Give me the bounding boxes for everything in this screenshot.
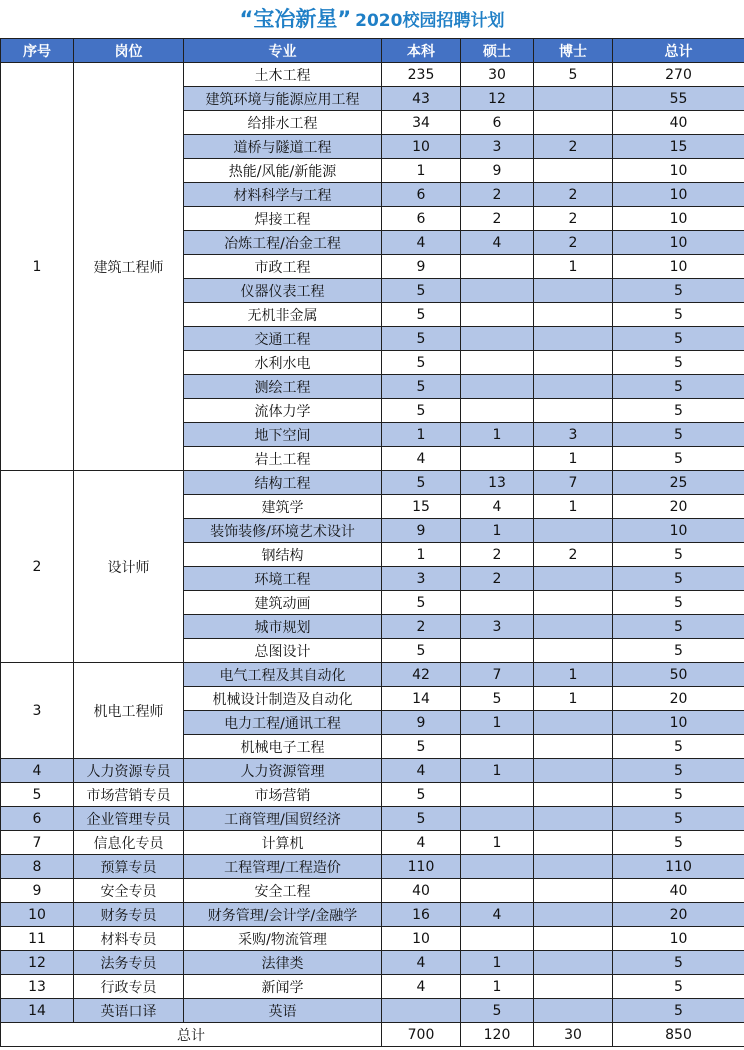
bachelor-cell: 4 [382, 231, 461, 255]
doctor-cell [534, 975, 613, 999]
row-total-cell: 5 [613, 351, 744, 375]
position-cell: 市场营销专员 [74, 783, 184, 807]
header-position: 岗位 [74, 39, 184, 63]
master-cell: 4 [461, 903, 534, 927]
header-major: 专业 [184, 39, 382, 63]
bachelor-cell: 5 [382, 375, 461, 399]
master-cell [461, 879, 534, 903]
major-cell: 土木工程 [184, 63, 382, 87]
major-cell: 材料科学与工程 [184, 183, 382, 207]
row-total-cell: 5 [613, 999, 744, 1023]
table-row [1, 759, 744, 783]
master-cell: 30 [461, 63, 534, 87]
major-cell: 工程管理/工程造价 [184, 855, 382, 879]
position-cell: 安全专员 [74, 879, 184, 903]
master-cell: 3 [461, 135, 534, 159]
bachelor-cell [382, 999, 461, 1023]
row-total-cell: 5 [613, 783, 744, 807]
bachelor-cell: 5 [382, 471, 461, 495]
page-title [0, 0, 744, 38]
doctor-cell: 1 [534, 663, 613, 687]
master-cell [461, 783, 534, 807]
doctor-cell: 3 [534, 423, 613, 447]
bachelor-cell: 5 [382, 399, 461, 423]
master-cell: 9 [461, 159, 534, 183]
bachelor-cell: 4 [382, 759, 461, 783]
table-row [1, 879, 744, 903]
major-cell: 计算机 [184, 831, 382, 855]
table-body [1, 63, 744, 1023]
row-total-cell: 5 [613, 807, 744, 831]
master-cell [461, 351, 534, 375]
master-cell: 2 [461, 207, 534, 231]
seq-cell: 5 [1, 783, 74, 807]
master-cell [461, 855, 534, 879]
bachelor-cell: 5 [382, 591, 461, 615]
doctor-cell [534, 855, 613, 879]
position-cell: 信息化专员 [74, 831, 184, 855]
row-total-cell: 5 [613, 831, 744, 855]
position-cell: 预算专员 [74, 855, 184, 879]
bachelor-cell: 4 [382, 447, 461, 471]
major-cell: 英语 [184, 999, 382, 1023]
bachelor-cell: 1 [382, 543, 461, 567]
master-cell [461, 447, 534, 471]
row-total-cell: 10 [613, 159, 744, 183]
doctor-cell [534, 279, 613, 303]
table-row [1, 663, 744, 687]
major-cell: 机械电子工程 [184, 735, 382, 759]
row-total-cell: 5 [613, 735, 744, 759]
major-cell: 电力工程/通讯工程 [184, 711, 382, 735]
master-cell: 1 [461, 423, 534, 447]
seq-cell: 14 [1, 999, 74, 1023]
row-total-cell: 15 [613, 135, 744, 159]
bachelor-cell: 15 [382, 495, 461, 519]
master-cell [461, 591, 534, 615]
total-row [1, 1023, 744, 1047]
row-total-cell: 40 [613, 111, 744, 135]
table-row [1, 783, 744, 807]
table-row [1, 63, 744, 87]
row-total-cell: 5 [613, 399, 744, 423]
bachelor-cell: 2 [382, 615, 461, 639]
bachelor-cell: 4 [382, 951, 461, 975]
bachelor-cell: 110 [382, 855, 461, 879]
doctor-cell [534, 711, 613, 735]
bachelor-cell: 14 [382, 687, 461, 711]
row-total-cell: 5 [613, 759, 744, 783]
doctor-cell: 1 [534, 255, 613, 279]
master-cell [461, 375, 534, 399]
major-cell: 岩土工程 [184, 447, 382, 471]
doctor-cell [534, 567, 613, 591]
master-cell: 7 [461, 663, 534, 687]
major-cell: 建筑动画 [184, 591, 382, 615]
doctor-cell [534, 615, 613, 639]
major-cell: 流体力学 [184, 399, 382, 423]
total-master: 120 [461, 1023, 534, 1047]
doctor-cell [534, 639, 613, 663]
doctor-cell [534, 399, 613, 423]
row-total-cell: 10 [613, 231, 744, 255]
bachelor-cell: 10 [382, 927, 461, 951]
master-cell: 2 [461, 183, 534, 207]
row-total-cell: 20 [613, 495, 744, 519]
bachelor-cell: 16 [382, 903, 461, 927]
bachelor-cell: 40 [382, 879, 461, 903]
bachelor-cell: 42 [382, 663, 461, 687]
doctor-cell [534, 927, 613, 951]
row-total-cell: 270 [613, 63, 744, 87]
seq-cell: 10 [1, 903, 74, 927]
master-cell: 6 [461, 111, 534, 135]
position-cell: 人力资源专员 [74, 759, 184, 783]
bachelor-cell: 6 [382, 183, 461, 207]
header-row [1, 39, 744, 63]
master-cell: 3 [461, 615, 534, 639]
doctor-cell [534, 87, 613, 111]
seq-cell: 11 [1, 927, 74, 951]
header-total: 总计 [613, 39, 744, 63]
bachelor-cell: 1 [382, 423, 461, 447]
header-master: 硕士 [461, 39, 534, 63]
seq-cell: 4 [1, 759, 74, 783]
doctor-cell [534, 591, 613, 615]
position-cell: 建筑工程师 [74, 63, 184, 471]
position-cell: 英语口译 [74, 999, 184, 1023]
row-total-cell: 40 [613, 879, 744, 903]
row-total-cell: 10 [613, 519, 744, 543]
table-row [1, 831, 744, 855]
doctor-cell [534, 375, 613, 399]
row-total-cell: 5 [613, 375, 744, 399]
bachelor-cell: 9 [382, 255, 461, 279]
major-cell: 城市规划 [184, 615, 382, 639]
master-cell: 1 [461, 759, 534, 783]
seq-cell: 2 [1, 471, 74, 663]
bachelor-cell: 5 [382, 807, 461, 831]
row-total-cell: 5 [613, 951, 744, 975]
major-cell: 结构工程 [184, 471, 382, 495]
bachelor-cell: 5 [382, 351, 461, 375]
seq-cell: 13 [1, 975, 74, 999]
doctor-cell [534, 807, 613, 831]
major-cell: 热能/风能/新能源 [184, 159, 382, 183]
bachelor-cell: 5 [382, 327, 461, 351]
major-cell: 钢结构 [184, 543, 382, 567]
major-cell: 仪器仪表工程 [184, 279, 382, 303]
major-cell: 冶炼工程/冶金工程 [184, 231, 382, 255]
doctor-cell: 7 [534, 471, 613, 495]
table-row [1, 903, 744, 927]
header-doctor: 博士 [534, 39, 613, 63]
bachelor-cell: 5 [382, 279, 461, 303]
major-cell: 装饰装修/环境艺术设计 [184, 519, 382, 543]
row-total-cell: 5 [613, 975, 744, 999]
bachelor-cell: 5 [382, 735, 461, 759]
master-cell: 1 [461, 975, 534, 999]
bachelor-cell: 5 [382, 783, 461, 807]
bachelor-cell: 9 [382, 519, 461, 543]
total-label: 总计 [1, 1023, 382, 1047]
bachelor-cell: 6 [382, 207, 461, 231]
major-cell: 地下空间 [184, 423, 382, 447]
master-cell: 5 [461, 687, 534, 711]
doctor-cell [534, 783, 613, 807]
major-cell: 交通工程 [184, 327, 382, 351]
master-cell [461, 255, 534, 279]
doctor-cell [534, 903, 613, 927]
bachelor-cell: 5 [382, 303, 461, 327]
row-total-cell: 5 [613, 591, 744, 615]
row-total-cell: 55 [613, 87, 744, 111]
row-total-cell: 5 [613, 303, 744, 327]
major-cell: 工商管理/国贸经济 [184, 807, 382, 831]
row-total-cell: 110 [613, 855, 744, 879]
doctor-cell [534, 759, 613, 783]
seq-cell: 12 [1, 951, 74, 975]
master-cell: 12 [461, 87, 534, 111]
doctor-cell [534, 831, 613, 855]
doctor-cell [534, 159, 613, 183]
master-cell [461, 327, 534, 351]
row-total-cell: 10 [613, 183, 744, 207]
bachelor-cell: 5 [382, 639, 461, 663]
table-row [1, 975, 744, 999]
bachelor-cell: 4 [382, 831, 461, 855]
position-cell: 财务专员 [74, 903, 184, 927]
doctor-cell [534, 519, 613, 543]
master-cell [461, 303, 534, 327]
major-cell: 水利水电 [184, 351, 382, 375]
row-total-cell: 5 [613, 567, 744, 591]
row-total-cell: 10 [613, 207, 744, 231]
total-doctor: 30 [534, 1023, 613, 1047]
major-cell: 给排水工程 [184, 111, 382, 135]
master-cell [461, 735, 534, 759]
master-cell: 1 [461, 831, 534, 855]
table-row [1, 471, 744, 495]
table-row [1, 927, 744, 951]
table-row [1, 855, 744, 879]
total-bachelor: 700 [382, 1023, 461, 1047]
doctor-cell: 1 [534, 495, 613, 519]
seq-cell: 9 [1, 879, 74, 903]
master-cell: 1 [461, 711, 534, 735]
row-total-cell: 10 [613, 711, 744, 735]
row-total-cell: 10 [613, 255, 744, 279]
doctor-cell [534, 351, 613, 375]
major-cell: 焊接工程 [184, 207, 382, 231]
position-cell: 行政专员 [74, 975, 184, 999]
master-cell: 5 [461, 999, 534, 1023]
position-cell: 材料专员 [74, 927, 184, 951]
table-row [1, 807, 744, 831]
row-total-cell: 5 [613, 447, 744, 471]
major-cell: 安全工程 [184, 879, 382, 903]
bachelor-cell: 43 [382, 87, 461, 111]
seq-cell: 8 [1, 855, 74, 879]
row-total-cell: 25 [613, 471, 744, 495]
doctor-cell [534, 303, 613, 327]
bachelor-cell: 3 [382, 567, 461, 591]
master-cell [461, 807, 534, 831]
major-cell: 测绘工程 [184, 375, 382, 399]
major-cell: 采购/物流管理 [184, 927, 382, 951]
doctor-cell [534, 951, 613, 975]
master-cell [461, 639, 534, 663]
bachelor-cell: 34 [382, 111, 461, 135]
major-cell: 环境工程 [184, 567, 382, 591]
row-total-cell: 5 [613, 639, 744, 663]
row-total-cell: 20 [613, 687, 744, 711]
bachelor-cell: 1 [382, 159, 461, 183]
position-cell: 企业管理专员 [74, 807, 184, 831]
major-cell: 电气工程及其自动化 [184, 663, 382, 687]
position-cell: 机电工程师 [74, 663, 184, 759]
doctor-cell [534, 879, 613, 903]
recruitment-table [0, 38, 744, 1047]
position-cell: 法务专员 [74, 951, 184, 975]
doctor-cell: 1 [534, 687, 613, 711]
doctor-cell: 1 [534, 447, 613, 471]
master-cell: 2 [461, 567, 534, 591]
doctor-cell [534, 111, 613, 135]
master-cell: 13 [461, 471, 534, 495]
seq-cell: 1 [1, 63, 74, 471]
master-cell [461, 279, 534, 303]
master-cell: 4 [461, 495, 534, 519]
total-sum: 850 [613, 1023, 744, 1047]
doctor-cell: 2 [534, 207, 613, 231]
master-cell: 4 [461, 231, 534, 255]
header-bachelor: 本科 [382, 39, 461, 63]
major-cell: 市场营销 [184, 783, 382, 807]
doctor-cell [534, 735, 613, 759]
row-total-cell: 5 [613, 543, 744, 567]
row-total-cell: 10 [613, 927, 744, 951]
doctor-cell [534, 327, 613, 351]
major-cell: 新闻学 [184, 975, 382, 999]
major-cell: 道桥与隧道工程 [184, 135, 382, 159]
master-cell [461, 399, 534, 423]
doctor-cell: 2 [534, 183, 613, 207]
title-rest: 2020校园招聘计划 [355, 11, 505, 31]
major-cell: 无机非金属 [184, 303, 382, 327]
title-quoted: “宝冶新星” [239, 7, 352, 31]
row-total-cell: 50 [613, 663, 744, 687]
table-row [1, 951, 744, 975]
major-cell: 建筑环境与能源应用工程 [184, 87, 382, 111]
position-cell: 设计师 [74, 471, 184, 663]
row-total-cell: 5 [613, 279, 744, 303]
doctor-cell: 2 [534, 135, 613, 159]
row-total-cell: 20 [613, 903, 744, 927]
bachelor-cell: 235 [382, 63, 461, 87]
row-total-cell: 5 [613, 615, 744, 639]
major-cell: 总图设计 [184, 639, 382, 663]
seq-cell: 7 [1, 831, 74, 855]
doctor-cell [534, 999, 613, 1023]
row-total-cell: 5 [613, 327, 744, 351]
major-cell: 财务管理/会计学/金融学 [184, 903, 382, 927]
master-cell: 1 [461, 951, 534, 975]
doctor-cell: 5 [534, 63, 613, 87]
bachelor-cell: 4 [382, 975, 461, 999]
table-row [1, 999, 744, 1023]
doctor-cell: 2 [534, 543, 613, 567]
master-cell: 1 [461, 519, 534, 543]
major-cell: 人力资源管理 [184, 759, 382, 783]
seq-cell: 3 [1, 663, 74, 759]
seq-cell: 6 [1, 807, 74, 831]
header-seq: 序号 [1, 39, 74, 63]
major-cell: 机械设计制造及自动化 [184, 687, 382, 711]
doctor-cell: 2 [534, 231, 613, 255]
major-cell: 法律类 [184, 951, 382, 975]
master-cell [461, 927, 534, 951]
bachelor-cell: 9 [382, 711, 461, 735]
major-cell: 建筑学 [184, 495, 382, 519]
row-total-cell: 5 [613, 423, 744, 447]
major-cell: 市政工程 [184, 255, 382, 279]
bachelor-cell: 10 [382, 135, 461, 159]
master-cell: 2 [461, 543, 534, 567]
